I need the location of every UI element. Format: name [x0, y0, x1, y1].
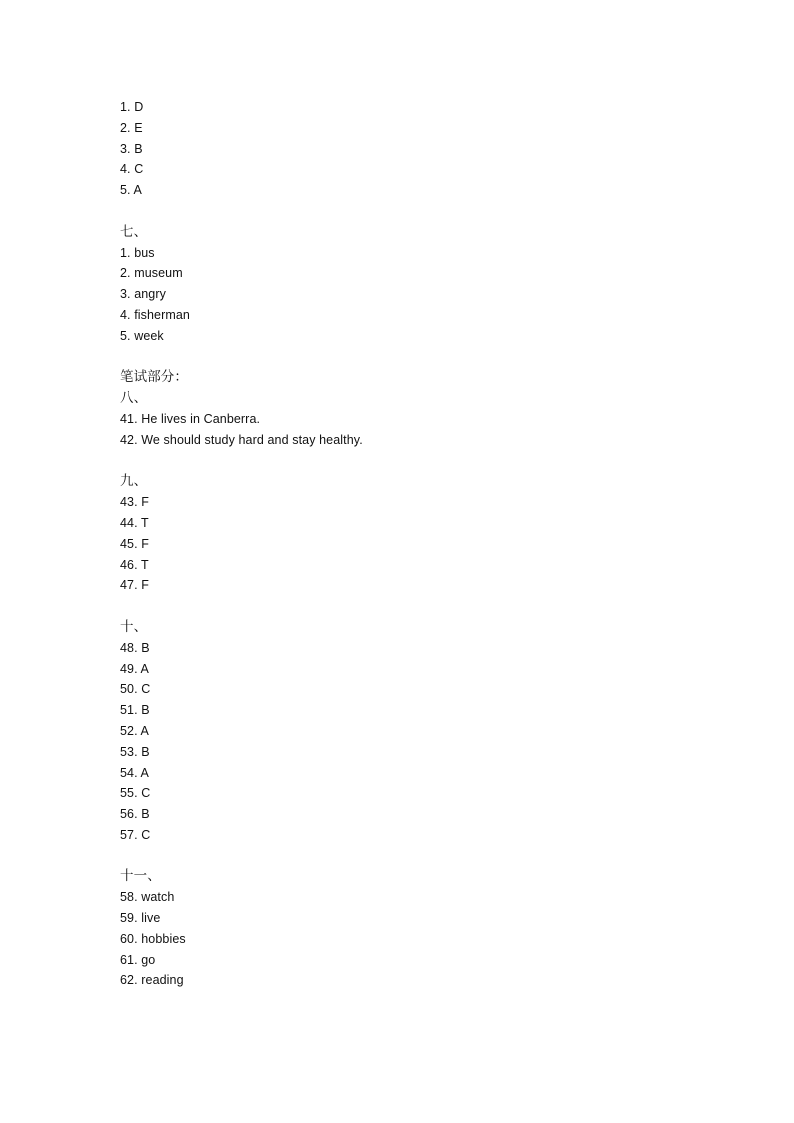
answer-line: 46. T [120, 557, 149, 572]
answer-line: 42. We should study hard and stay healthy. [120, 432, 363, 447]
answer-line: 54. A [120, 765, 149, 780]
blank-line [120, 201, 720, 222]
section-8 [120, 388, 720, 450]
blank-line [120, 846, 720, 867]
answer-line: 62. reading [120, 973, 184, 988]
answer-line: 2. museum [120, 266, 183, 281]
answer-line: 1. bus [120, 245, 155, 260]
answer-line: 59. live [120, 911, 161, 926]
section-heading: 九、 [120, 473, 148, 489]
section-9 [120, 471, 720, 596]
answer-line: 3. B [120, 141, 143, 156]
answer-line: 55. C [120, 786, 151, 801]
section-written-part [120, 367, 720, 388]
answer-line: 4. C [120, 162, 144, 177]
answer-line: 5. A [120, 183, 142, 198]
answer-line: 48. B [120, 640, 150, 655]
section-heading: 七、 [120, 223, 148, 239]
answer-line: 50. C [120, 682, 151, 697]
section-heading: 十、 [120, 618, 148, 634]
section-listening-1 [120, 97, 720, 201]
blank-line [120, 596, 720, 617]
answer-line: 53. B [120, 744, 150, 759]
answer-line: 4. fisherman [120, 307, 190, 322]
blank-line [120, 347, 720, 368]
answer-line: 57. C [120, 827, 151, 842]
answer-line: 43. F [120, 495, 149, 510]
answer-key-document [120, 97, 720, 991]
answer-line: 2. E [120, 120, 143, 135]
section-heading: 十一、 [120, 868, 161, 884]
answer-line: 49. A [120, 661, 149, 676]
answer-line: 3. angry [120, 287, 166, 302]
answer-line: 1. D [120, 100, 144, 114]
part-heading: 笔试部分： [120, 369, 188, 385]
section-heading: 八、 [120, 390, 148, 406]
section-11 [120, 866, 720, 991]
answer-line: 52. A [120, 723, 149, 738]
section-7 [120, 222, 720, 347]
answer-line: 47. F [120, 578, 149, 593]
answer-line: 41. He lives in Canberra. [120, 411, 261, 426]
blank-line [120, 451, 720, 472]
answer-line: 58. watch [120, 890, 175, 905]
answer-line: 56. B [120, 807, 150, 822]
answer-line: 51. B [120, 703, 150, 718]
section-10 [120, 617, 720, 846]
answer-line: 5. week [120, 328, 164, 343]
answer-line: 61. go [120, 952, 156, 967]
answer-line: 44. T [120, 515, 149, 530]
answer-line: 45. F [120, 536, 149, 551]
answer-line: 60. hobbies [120, 931, 186, 946]
